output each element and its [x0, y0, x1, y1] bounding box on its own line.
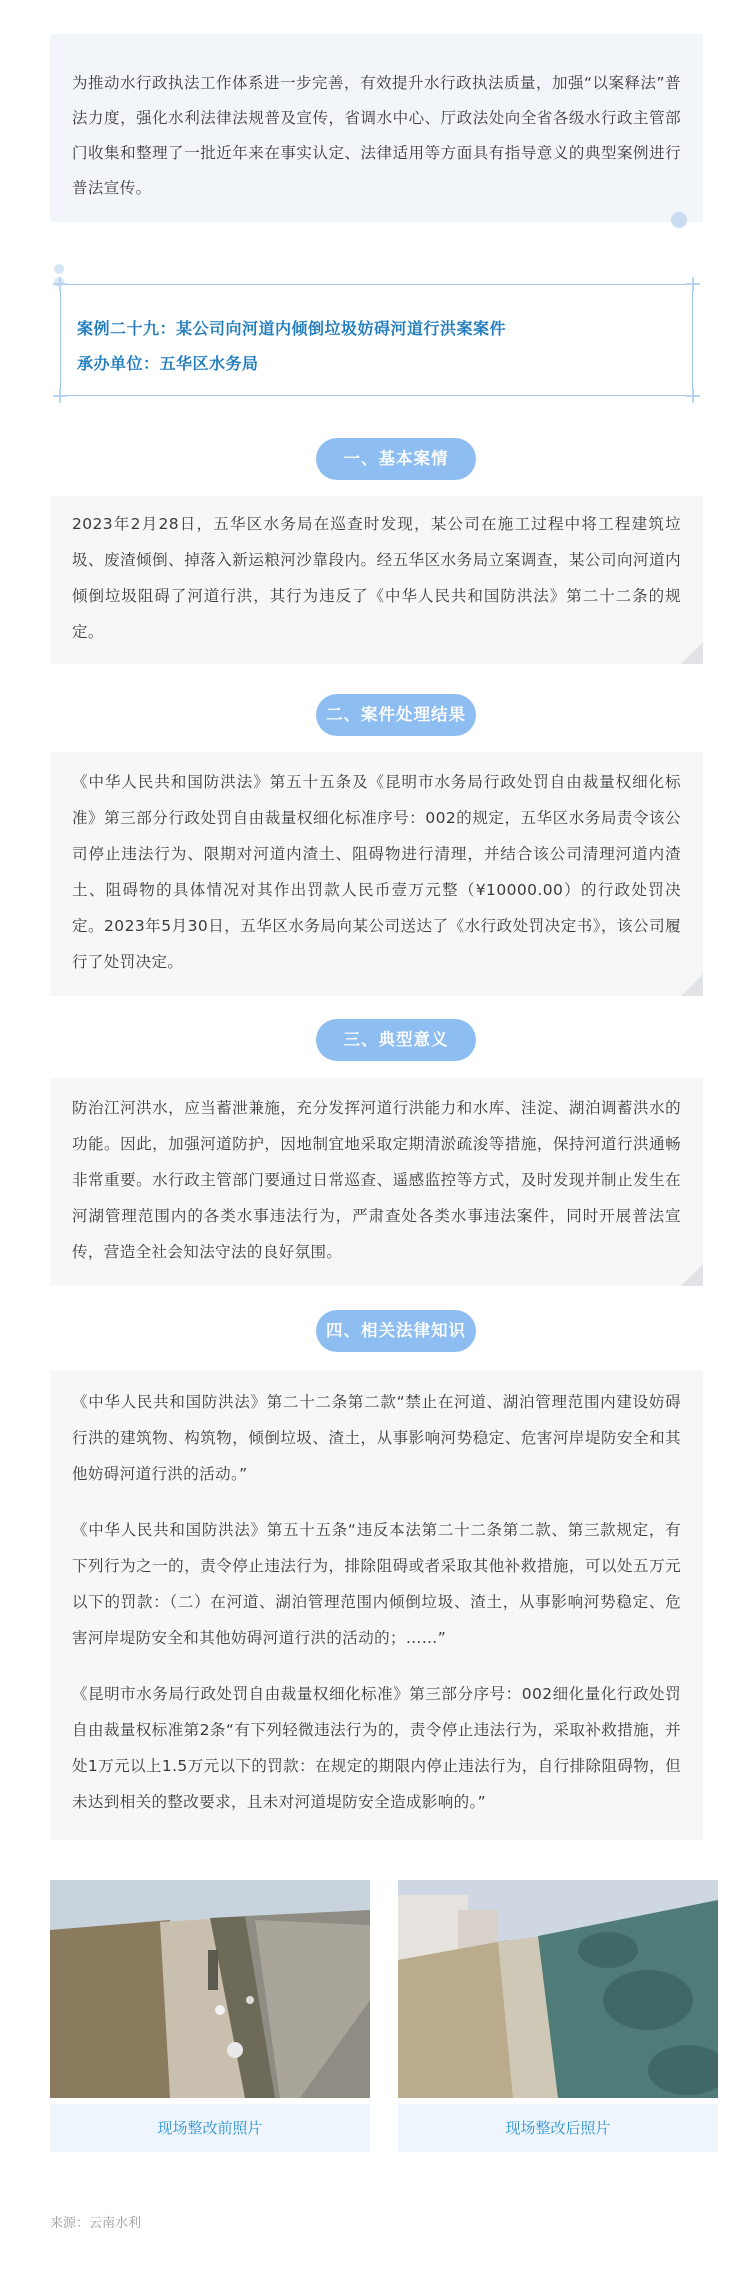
page-fold-icon [681, 1264, 703, 1286]
section-body-basic-facts [50, 496, 703, 664]
corner-plus-icon [686, 389, 700, 403]
section-body-significance [50, 1078, 703, 1286]
case-title: 案例二十九：某公司向河道内倾倒垃圾妨碍河道行洪案案件 [77, 319, 507, 338]
section-heading-result: 二、案件处理结果 [316, 694, 476, 736]
paragraph: 《中华人民共和国防洪法》第五十五条及《昆明市水务局行政处罚自由裁量权细化标准》第三部分行政处罚自由裁量权细化标准序号：002的规定，五华区水务局责令该公司停止违法行为、限期对河道内渣土、阻碍物进行清理，并结合该公司清理河道内渣土、阻碍物的具体情况对其作出罚款人民币壹万元整（¥10000.00）的行政处罚决定。2023年5月30日，五华区水务局向某公司送达了《水行政处罚决定书》，该公司履行了处罚决定。 [72, 773, 681, 971]
paragraph: 《中华人民共和国防洪法》第五十五条“违反本法第二十二条第二款、第三款规定，有下列行为之一的，责令停止违法行为，排除阻碍或者采取其他补救措施，可以处五万元以下的罚款：（二）在河道、湖泊管理范围内倾倒垃圾、渣土，从事影响河势稳定、危害河岸堤防安全和其他妨碍河道行洪的活动的；……” [72, 1521, 681, 1647]
section-heading-basic-facts: 一、基本案情 [316, 438, 476, 480]
intro-text: 为推动水行政执法工作体系进一步完善，有效提升水行政执法质量，加强“以案释法”普法力度，强化水利法律法规普及宣传，省调水中心、厅政法处向全省各级水行政主管部门收集和整理了一批近年来在事实认定、法律适用等方面具有指导意义的典型案例进行普法宣传。 [72, 74, 681, 197]
section-heading-significance: 三、典型意义 [316, 1019, 476, 1061]
photo-caption-before: 现场整改前照片 [50, 2104, 370, 2152]
photo-before-rectification [50, 1880, 370, 2098]
section-body-result [50, 752, 703, 996]
corner-plus-icon [686, 277, 700, 291]
intro-block [50, 34, 703, 222]
paragraph: 《中华人民共和国防洪法》第二十二条第二款“禁止在河道、湖泊管理范围内建设妨碍行洪的建筑物、构筑物，倾倒垃圾、渣土，从事影响河势稳定、危害河岸堤防安全和其他妨碍河道行洪的活动。” [72, 1393, 681, 1483]
paragraph: 防治江河洪水，应当蓄泄兼施，充分发挥河道行洪能力和水库、洼淀、湖泊调蓄洪水的功能。因此，加强河道防护，因地制宜地采取定期清淤疏浚等措施，保持河道行洪通畅非常重要。水行政主管部门要通过日常巡查、遥感监控等方式，及时发现并制止发生在河湖管理范围内的各类水事违法行为，严肃查处各类水事违法案件，同时开展普法宣传，营造全社会知法守法的良好氛围。 [72, 1099, 681, 1261]
photo-after-rectification [398, 1880, 718, 2098]
section-body-legal-knowledge [50, 1370, 703, 1840]
decorative-dot [671, 212, 687, 228]
case-title-box [60, 284, 693, 396]
corner-plus-icon [53, 277, 67, 291]
paragraph: 2023年2月28日，五华区水务局在巡查时发现，某公司在施工过程中将工程建筑垃圾、废渣倾倒、掉落入新运粮河沙靠段内。经五华区水务局立案调查，某公司向河道内倾倒垃圾阻碍了河道行洪，其行为违反了《中华人民共和国防洪法》第二十二条的规定。 [72, 515, 681, 641]
paragraph: 《昆明市水务局行政处罚自由裁量权细化标准》第三部分序号：002细化量化行政处罚自由裁量权标准第2条“有下列轻微违法行为的，责令停止违法行为，采取补救措施，并处1万元以上1.5万元以下的罚款：在规定的期限内停止违法行为，自行排除阻碍物，但未达到相关的整改要求，且未对河道堤防安全造成影响的。” [72, 1685, 681, 1811]
case-unit: 承办单位：五华区水务局 [77, 354, 259, 373]
page-fold-icon [681, 642, 703, 664]
section-heading-legal-knowledge: 四、相关法律知识 [316, 1310, 476, 1352]
source-label: 来源：云南水利 [50, 2216, 142, 2231]
page-fold-icon [681, 974, 703, 996]
corner-plus-icon [53, 389, 67, 403]
photo-caption-after: 现场整改后照片 [398, 2104, 718, 2152]
